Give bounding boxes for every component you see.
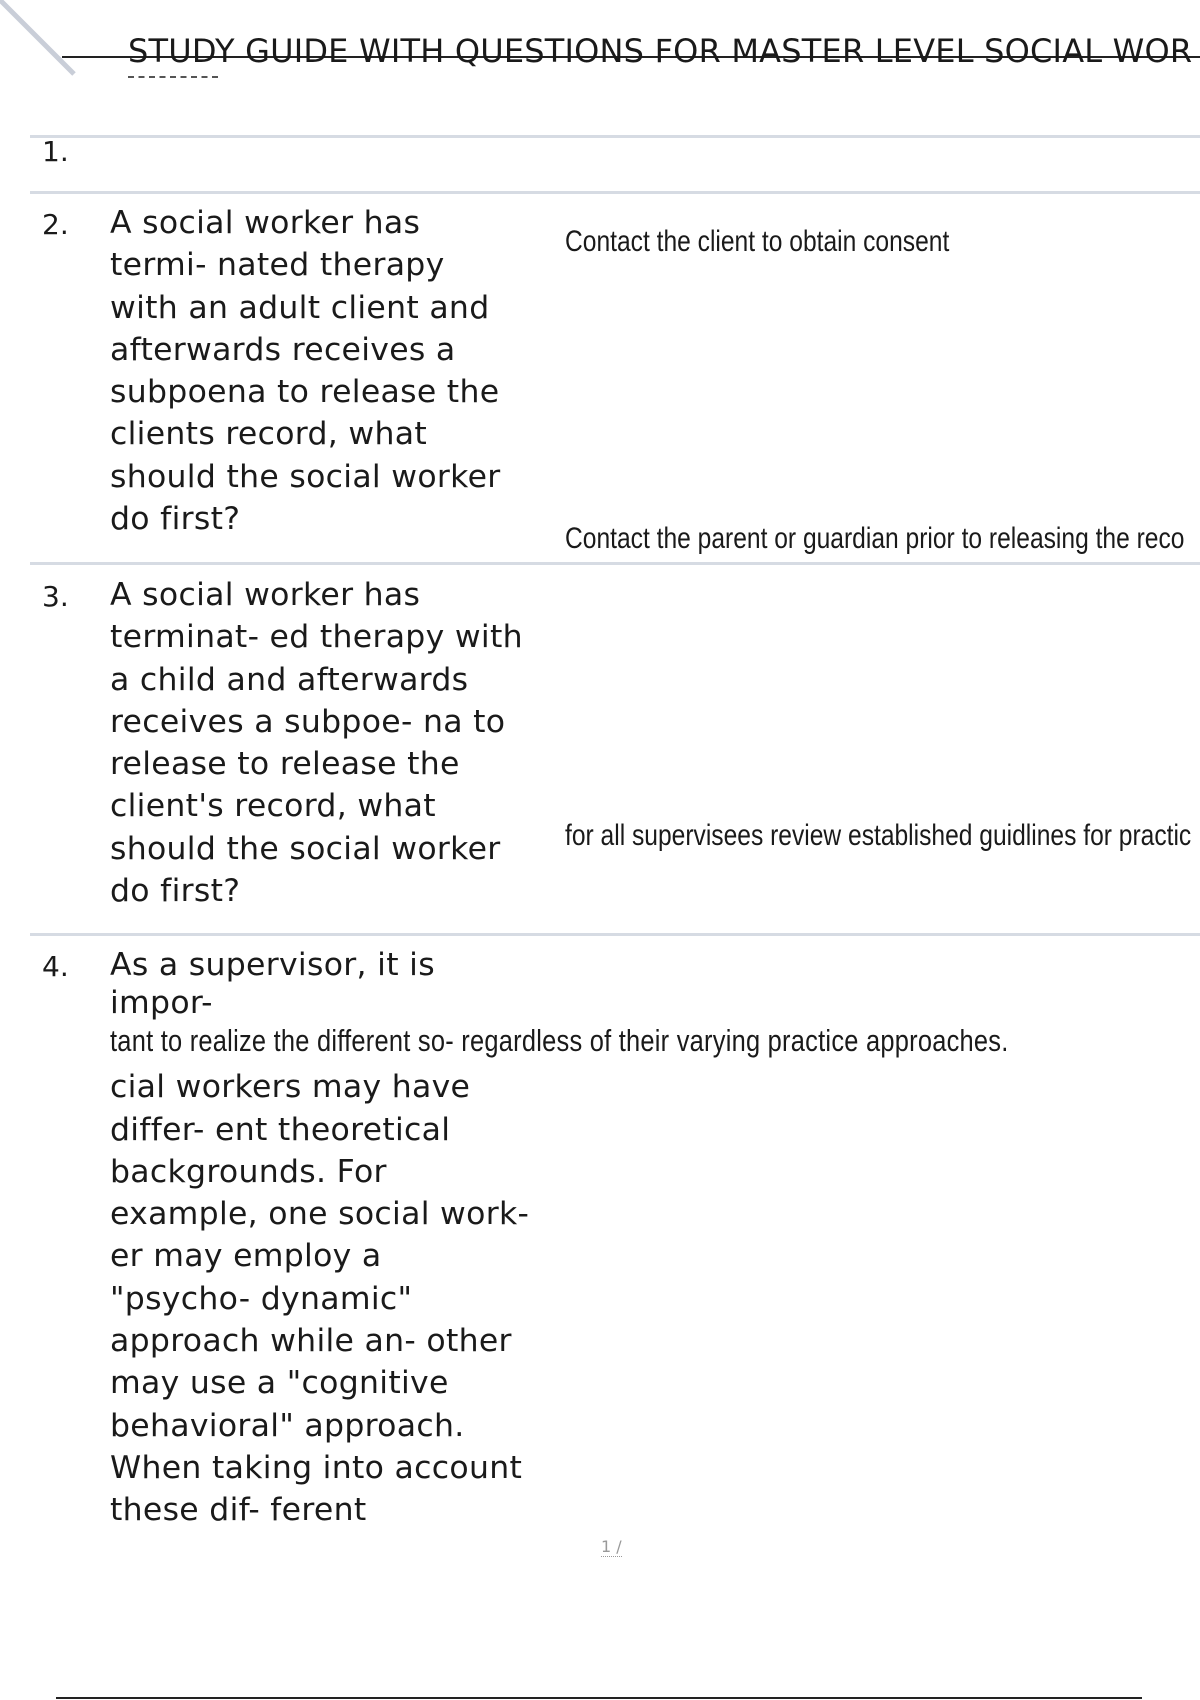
- question-line: When taking into account: [110, 1449, 523, 1486]
- question-line: subpoena to release the: [110, 374, 500, 411]
- question-line: approach while an- other: [110, 1323, 512, 1360]
- question-line: do first?: [110, 501, 241, 538]
- document-title: STUDY GUIDE WITH QUESTIONS FOR MASTER LEVEL SOCIAL WOR: [128, 32, 1193, 70]
- question-line: er may employ a: [110, 1238, 382, 1275]
- question-line: backgrounds. For: [110, 1153, 387, 1190]
- question-line: these dif- ferent: [110, 1492, 367, 1529]
- answer-text: Contact the client to obtain consent: [565, 225, 950, 258]
- question-line: As a supervisor, it is: [110, 947, 435, 983]
- question-line: with an adult client and: [110, 289, 490, 326]
- question-line: differ- ent theoretical: [110, 1111, 451, 1148]
- question-line: example, one social work-: [110, 1196, 530, 1233]
- row-divider: [30, 562, 1200, 565]
- question-line: may use a "cognitive: [110, 1365, 449, 1402]
- page-corner-fold: [0, 0, 80, 80]
- question-line: behavioral" approach.: [110, 1407, 465, 1444]
- question-mixed-line: tant to realize the different so- regardless of their varying practice approaches.: [110, 1023, 1009, 1059]
- question-line: "psycho- dynamic": [110, 1280, 413, 1317]
- question-text: [110, 944, 1200, 1532]
- question-text: [110, 574, 560, 912]
- question-text: [110, 202, 560, 540]
- question-line: afterwards receives a: [110, 331, 456, 368]
- question-line: do first?: [110, 873, 241, 910]
- question-line: A social worker has: [110, 205, 421, 241]
- question-line: a child and afterwards: [110, 661, 469, 698]
- answer-text: for all supervisees review established guidlines for practic: [565, 819, 1192, 852]
- question-line: termi- nated therapy: [110, 247, 445, 284]
- question-line: should the social worker: [110, 830, 501, 867]
- question-line: should the social worker: [110, 458, 501, 495]
- row-number: 1.: [42, 135, 69, 168]
- question-line: impor-: [110, 985, 213, 1022]
- page-number: 1 /: [601, 1537, 622, 1556]
- row-divider: [30, 933, 1200, 936]
- page-bottom-rule: [56, 1697, 1142, 1699]
- row-divider: [30, 191, 1200, 194]
- row-number: 3.: [42, 580, 69, 613]
- title-overflow-dashes: [128, 76, 218, 82]
- row-divider: [30, 135, 1200, 138]
- row-number: 2.: [42, 208, 69, 241]
- question-line: terminat- ed therapy with: [110, 619, 523, 656]
- question-line: clients record, what: [110, 416, 427, 453]
- question-line: release to release the: [110, 746, 460, 783]
- question-line: A social worker has: [110, 577, 421, 613]
- row-number: 4.: [42, 950, 69, 983]
- answer-text: Contact the parent or guardian prior to releasing the reco: [565, 522, 1185, 555]
- question-line: client's record, what: [110, 788, 436, 825]
- question-line: receives a subpoe- na to: [110, 703, 506, 740]
- question-line: cial workers may have: [110, 1069, 471, 1106]
